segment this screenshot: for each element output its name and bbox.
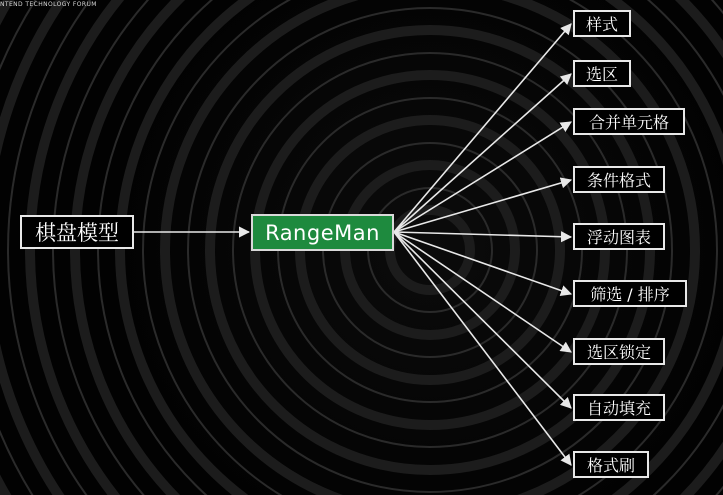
forum-header-text: NTEND TECHNOLOGY FORUM bbox=[0, 1, 97, 8]
target-node-conditional-format: 条件格式 bbox=[573, 166, 665, 193]
arrow-hub-to-target-1 bbox=[394, 24, 571, 232]
arrow-hub-to-target-6 bbox=[394, 232, 571, 294]
source-node-chessboard-model: 棋盘模型 bbox=[20, 215, 134, 249]
target-node-style: 样式 bbox=[573, 10, 631, 37]
arrow-hub-to-target-8 bbox=[394, 232, 571, 408]
target-node-floating-chart: 浮动图表 bbox=[573, 223, 665, 250]
hub-node-rangeman: RangeMan bbox=[251, 214, 394, 251]
target-node-selection: 选区 bbox=[573, 60, 631, 87]
arrow-hub-to-target-2 bbox=[394, 74, 571, 232]
target-node-filter-sort: 筛选 / 排序 bbox=[573, 280, 687, 307]
target-node-format-painter: 格式刷 bbox=[573, 451, 649, 478]
target-node-merge-cells: 合并单元格 bbox=[573, 108, 685, 135]
arrow-hub-to-target-9 bbox=[394, 232, 571, 465]
arrow-hub-to-target-5 bbox=[394, 232, 571, 237]
arrow-hub-to-target-7 bbox=[394, 232, 571, 352]
arrow-hub-to-target-3 bbox=[394, 122, 571, 232]
arrow-hub-to-target-4 bbox=[394, 180, 571, 232]
target-node-autofill: 自动填充 bbox=[573, 394, 665, 421]
target-node-selection-lock: 选区锁定 bbox=[573, 338, 665, 365]
